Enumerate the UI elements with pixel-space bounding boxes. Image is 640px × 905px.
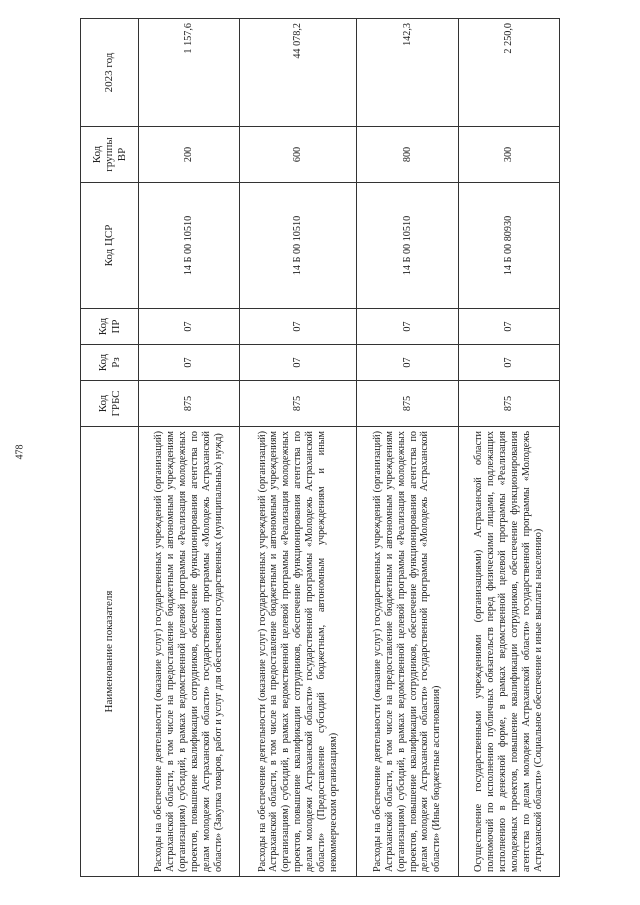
- row-csr: 14 Б 00 10510: [240, 183, 357, 309]
- page-number: 478: [14, 444, 26, 460]
- header-vr: Код группы ВР: [81, 127, 139, 183]
- header-rz: Код Рз: [81, 345, 139, 381]
- row-name: Расходы на обеспечение деятельности (оказание услуг) государственных учреждений (организаций) Астраханской области, в том числе на предоставление бюджетным и автономным учреждениям (организациям) субсидий, в рамках ведомственной целевой программы «Реализация молодежных проектов, повышение квалификации сотрудников, обеспечение функционирования агентства по делам молодежи Астраханской области» государственной программы «Молодежь Астраханской области» (Предоставление субсидий бюджетным, автономным учреждениям и иным некоммерческим организациям): [240, 427, 357, 877]
- row-grbs: 875: [240, 381, 357, 427]
- row-rz: 07: [139, 345, 240, 381]
- header-pr: Код ПР: [81, 309, 139, 345]
- header-year: 2023 год: [81, 19, 139, 127]
- row-pr: 07: [357, 309, 458, 345]
- row-name: Расходы на обеспечение деятельности (оказание услуг) государственных учреждений (организаций) Астраханской области, в том числе на предоставление бюджетным и автономным учреждениям (организациям) субсидий, в рамках ведомственной целевой программы «Реализация молодежных проектов, повышение квалификации сотрудников, обеспечение функционирования агентства по делам молодежи Астраханской области» государственной программы «Молодежь Астраханской области» (Закупка товаров, работ и услуг для обеспечения государственных (муниципальных) нужд): [139, 427, 240, 877]
- row-pr: 07: [458, 309, 559, 345]
- row-csr: 14 Б 00 10510: [139, 183, 240, 309]
- table-row: [458, 19, 559, 877]
- row-vr: 300: [458, 127, 559, 183]
- row-name: Осуществление государственными учреждениями (организациями) Астраханской области полномочий по исполнению публичных обязательств перед физическими лицами, подлежащих исполнению в денежной форме, в рамках ведомственной целевой программы «Реализация молодежных проектов, повышение квалификации сотрудников, обеспечение функционирования агентства по делам молодежи Астраханской области» государственной программы «Молодежь Астраханской области» (Социальное обеспечение и иные выплаты населению): [458, 427, 559, 877]
- row-vr: 600: [240, 127, 357, 183]
- row-grbs: 875: [139, 381, 240, 427]
- row-value: 1 157,6: [139, 19, 240, 127]
- row-pr: 07: [139, 309, 240, 345]
- header-csr: Код ЦСР: [81, 183, 139, 309]
- header-grbs: Код ГРБС: [81, 381, 139, 427]
- row-rz: 07: [357, 345, 458, 381]
- row-pr: 07: [240, 309, 357, 345]
- row-rz: 07: [240, 345, 357, 381]
- row-csr: 14 Б 00 10510: [357, 183, 458, 309]
- row-rz: 07: [458, 345, 559, 381]
- table-row: [240, 19, 357, 877]
- header-name: Наименование показателя: [81, 427, 139, 877]
- budget-table: [80, 18, 560, 877]
- row-vr: 800: [357, 127, 458, 183]
- row-value: 2 250,0: [458, 19, 559, 127]
- table-header-row: [81, 19, 139, 877]
- row-name: Расходы на обеспечение деятельности (оказание услуг) государственных учреждений (организаций) Астраханской области, в том числе на предоставление бюджетным и автономным учреждениям (организациям) субсидий, в рамках ведомственной целевой программы «Реализация молодежных проектов, повышение квалификации сотрудников, обеспечение функционирования агентства по делам молодежи Астраханской области» государственной программы «Молодежь Астраханской области» (Иные бюджетные ассигнования): [357, 427, 458, 877]
- row-csr: 14 Б 00 80930: [458, 183, 559, 309]
- table-row: [357, 19, 458, 877]
- row-value: 142,3: [357, 19, 458, 127]
- row-grbs: 875: [458, 381, 559, 427]
- table-row: [139, 19, 240, 877]
- row-value: 44 078,2: [240, 19, 357, 127]
- rotated-sheet: [80, 19, 560, 877]
- row-vr: 200: [139, 127, 240, 183]
- row-grbs: 875: [357, 381, 458, 427]
